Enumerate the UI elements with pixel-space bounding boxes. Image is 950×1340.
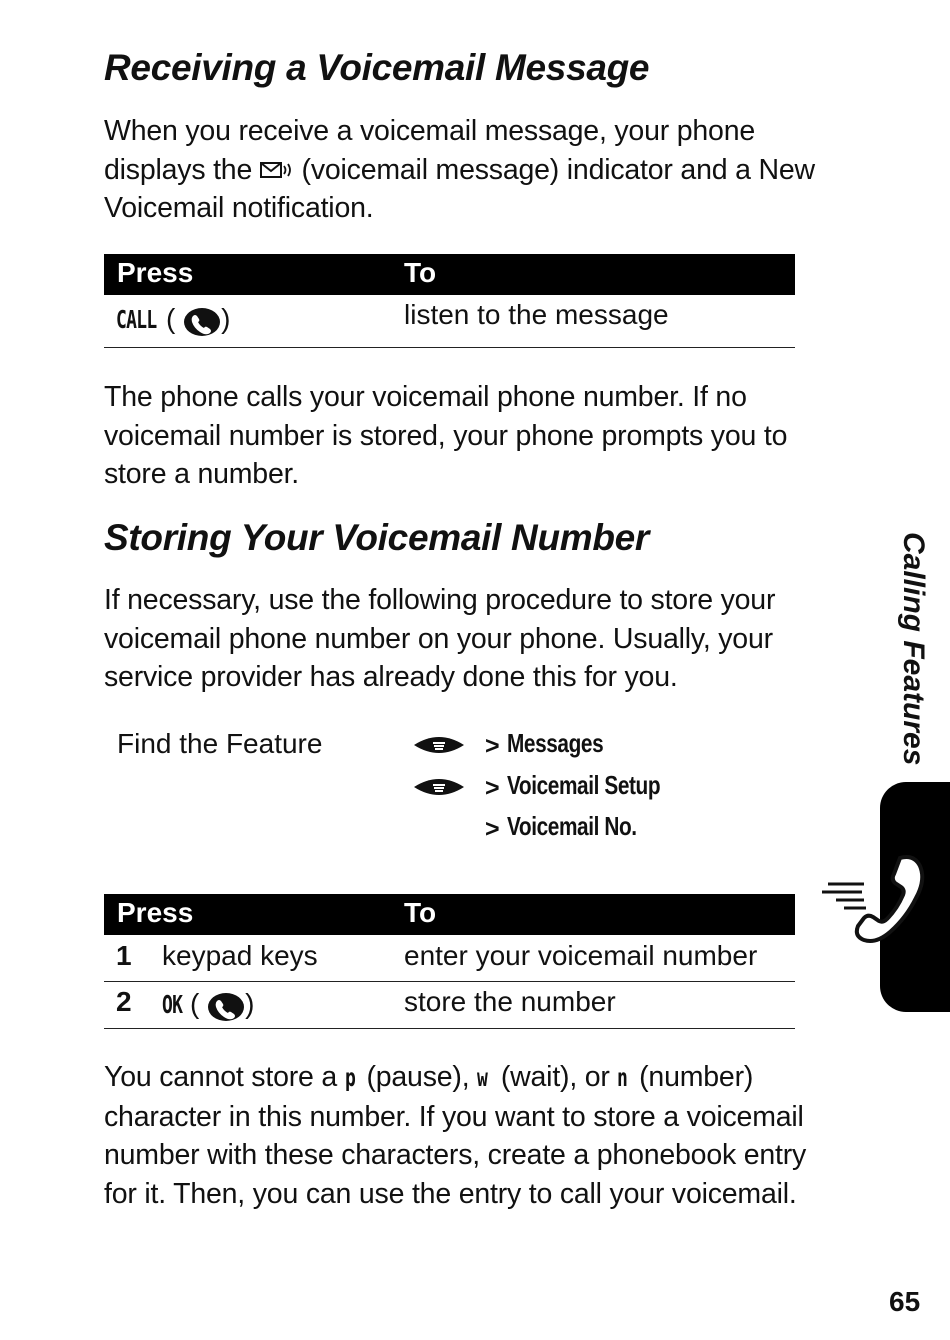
find-feature-label: Find the Feature (117, 728, 323, 759)
wait-char: w (477, 1063, 488, 1092)
header-press: Press (117, 897, 194, 928)
section-title-receiving: Receiving a Voicemail Message (104, 47, 650, 88)
paren-open: ( (166, 303, 176, 334)
find-the-feature (117, 724, 797, 854)
followup-line2: voicemail number is stored, your phone prompts you to (104, 419, 788, 452)
store-table (104, 894, 795, 1029)
path-arrow: > (485, 774, 500, 802)
header-to: To (404, 897, 437, 928)
paren-close: ) (221, 303, 231, 334)
note-text: (number) (639, 1061, 754, 1093)
side-tab-text: Calling Features (897, 532, 930, 766)
step-number: 2 (116, 986, 132, 1017)
enter-number-action: enter your voicemail number (404, 940, 758, 971)
table-row (104, 935, 795, 982)
menu-key-icon (412, 775, 466, 799)
pause-char: p (344, 1063, 355, 1092)
storing-intro (104, 581, 844, 697)
storing-intro-line1: If necessary, use the following procedure to store your (104, 584, 776, 616)
storing-intro-line3: service provider has already done this for you. (104, 661, 678, 693)
listen-table (104, 254, 795, 348)
header-press: Press (117, 257, 194, 288)
menu-item-messages: Messages (507, 728, 604, 758)
followup-line1: The phone calls your voicemail phone number. If no (104, 381, 747, 413)
header-to: To (404, 257, 437, 288)
listen-table-header (104, 254, 795, 295)
receiving-intro-line3: Voicemail notification. (104, 192, 374, 224)
note-line2: character in this number. If you want to store a voicemail (104, 1100, 804, 1133)
store-number-action: store the number (404, 986, 616, 1017)
step-number: 1 (116, 940, 132, 971)
paren-close: ) (245, 988, 255, 1019)
note-line4: for it. Then, you can use the entry to call your voicemail. (104, 1177, 797, 1210)
menu-item-voicemail-setup: Voicemail Setup (507, 770, 661, 800)
voicemail-indicator-icon (260, 159, 294, 181)
send-key-icon (183, 306, 221, 336)
send-key-icon (207, 991, 245, 1021)
call-key-label: CALL (116, 305, 157, 334)
ok-key-label: OK (162, 990, 183, 1019)
keypad-keys-cell: keypad keys (162, 940, 318, 971)
receiving-intro-line2b: (voicemail message) indicator and a New (301, 153, 815, 186)
receiving-followup (104, 378, 844, 494)
table-row (104, 295, 795, 348)
table-row (104, 982, 795, 1029)
storing-intro-line2: voicemail phone number on your phone. Usually, your (104, 622, 773, 655)
paren-open: ( (190, 988, 200, 1019)
receiving-intro (104, 112, 844, 228)
call-key-cell (116, 303, 230, 336)
handset-glyph-icon (838, 852, 928, 952)
receiving-intro-line1: When you receive a voicemail message, your phone (104, 115, 755, 147)
page-number: 65 (889, 1286, 921, 1317)
number-char: n (617, 1063, 628, 1092)
note-text: You cannot store a (104, 1061, 338, 1093)
menu-item-voicemail-no: Voicemail No. (507, 811, 637, 841)
ok-key-cell (162, 988, 254, 1021)
note-text: (pause), (366, 1061, 470, 1093)
note-text: (wait), or (500, 1061, 610, 1093)
listen-action: listen to the message (404, 299, 669, 330)
store-table-header (104, 894, 795, 935)
storing-note (104, 1058, 844, 1213)
path-arrow: > (485, 815, 500, 843)
section-title-storing: Storing Your Voicemail Number (104, 517, 650, 558)
followup-line3: store a number. (104, 458, 300, 490)
side-tab-label (892, 532, 932, 766)
menu-key-icon (412, 733, 466, 757)
path-arrow: > (485, 732, 500, 760)
receiving-intro-line2a: displays the (104, 153, 253, 186)
note-line3: number with these characters, create a phonebook entry (104, 1139, 807, 1171)
